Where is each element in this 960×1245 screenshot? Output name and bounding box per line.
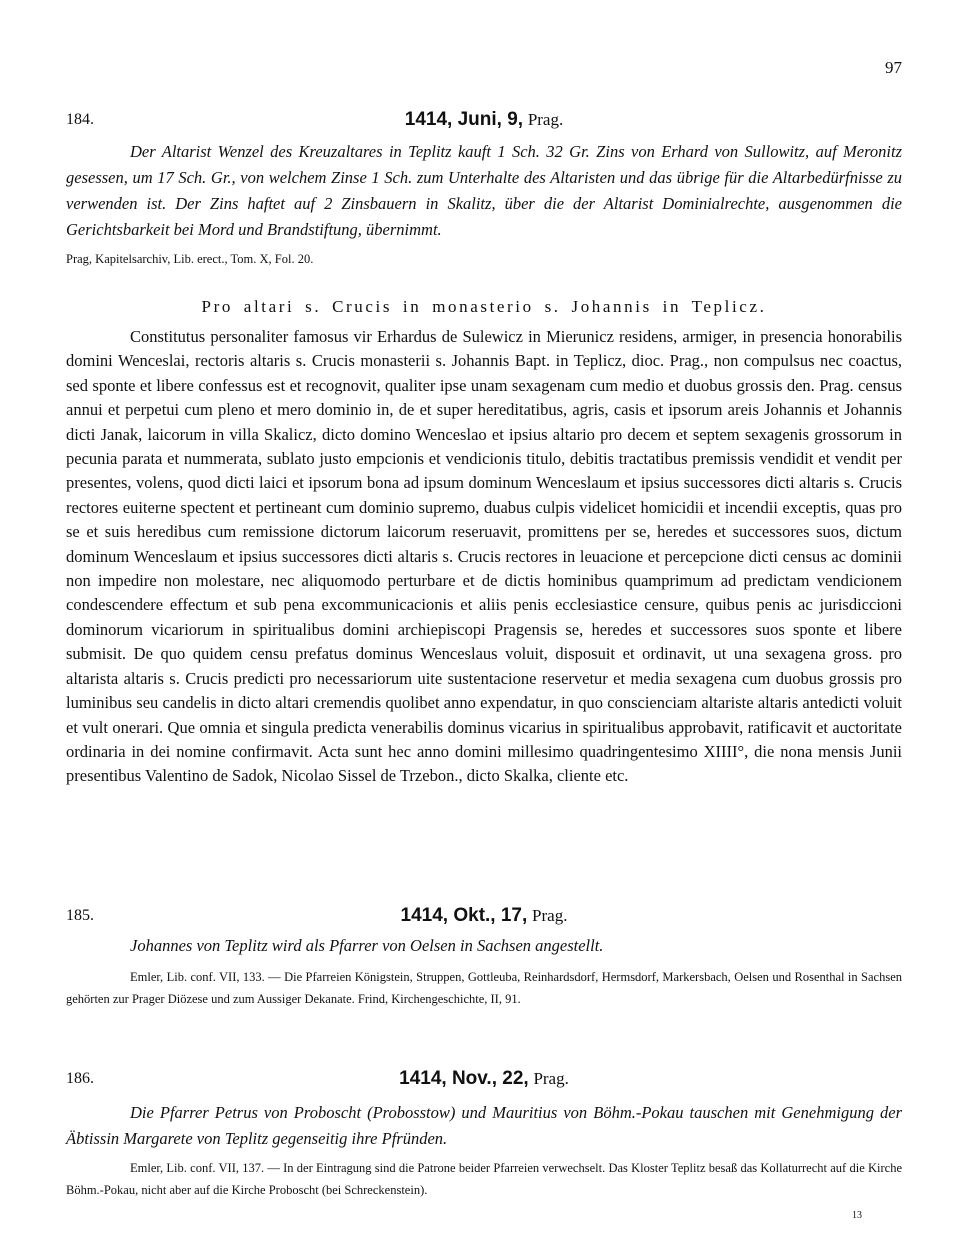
entry-date (66, 905, 902, 927)
sheet-signature: 13 (852, 1210, 862, 1221)
entry-header-185 (66, 907, 902, 931)
entry-date (66, 1068, 902, 1090)
entry-date (66, 109, 902, 131)
entry-place: Prag. (533, 1069, 569, 1088)
entry-number: 184. (66, 111, 94, 128)
entry-summary-184: Der Altarist Wenzel des Kreuzaltares in Teplitz kauft 1 Sch. 32 Gr. Zins von Erhard von Sullowitz, auf Meronitz gesessen, um 17 Sch. Gr., von welchem Zinse 1 Sch. zum Unterhalte des Altaristen und das übrige für die Altarbedürfnisse zu verwenden ist. Der Zins haftet auf 2 Zinsbauern in Skalitz, über die der Altarist Dominialrechte, ausgenommen die Gerichtsbarkeit bei Mord und Brandstiftung, übernimmt. (66, 142, 902, 239)
entry-number: 185. (66, 907, 94, 924)
entry-place: Prag. (527, 110, 564, 129)
entry-place: Prag. (532, 906, 568, 925)
entry-header-184 (66, 111, 902, 135)
entry-summary-186: Die Pfarrer Petrus von Proboscht (Probosstow) und Mauritius von Böhm.-Pokau tauschen mit Genehmigung der Äbtissin Margarete von Teplitz gegenseitig ihre Pfründen. (66, 1103, 902, 1148)
charter-text: Constitutus personaliter famosus vir Erhardus de Sulewicz in Mierunicz residens, armiger, in presencia honorabilis domini Wenceslai, rectoris altaris s. Crucis monasterii s. Johannis Bapt. in Teplicz, dioc. Prag., non compulsus nec coactus, sed sponte et libere confessus est et recognovit, qualiter ipse unam sexagenam cum medio et duobus grossis den. Prag. census annui et perpetui cum pleno et mero dominio in, de et super hereditatibus, agris, casis et ipsorum areis Johannis et Johannis dicti Janak, laicorum in villa Skalicz, dicto domino Wenceslao et ipsius altario pro decem et septem sexagenis grossorum in pecunia parata et nummerata, sublato justo empcionis et vendicionis titulo, debitis tractatibus premissis vendidit et vendit per presentes, volens, quod dicti laici et ipsorum bona ad ipsum dominum Wenceslaum et ipsius successores dicti altaris s. Crucis rectores euiterne spectent et pertineant cum dominio supremo, duabus culpis videlicet homicidii et incendii exceptis, quas pro se et suis heredibus cum remissione dictorum laicorum reseruavit, promittens per se, heredes et successores suos, dictum dominum Wenceslaum et ipsius successores dicti altaris s. Crucis rectores in leuacione et percepcione dicti census ac dominii non impedire non molestare, nec aliquomodo perturbare et de dictis hominibus quamprimum ad predictam vendicionem condescendere effectum et sub pena excommunicacionis et aliis penis ecclesiastice censure, quibus penis ac jurisdiccioni dominorum vicariorum in spiritualibus domini archiepiscopi Pragensis se, heredes et successores suos sponte et libere submisit. De quo quidem censu prefatus dominus Wenceslaus voluit, disposuit et ordinavit, ut una sexagena gross. pro altarista altaris s. Crucis predicti pro necessariorum uite sustentacione reservetur et media sexagena cum duobus grossis pro luminibus seu candelis in dicto altari cremendis quolibet anno expendatur, in quo conscienciam altariste altaris antedicti voluit et vult onerari. Que omnia et singula predicta venerabilis dominus vicarius in spiritualibus approbavit, ratificavit et auctoritate ordinaria in dei nomine confirmavit. Acta sunt hec anno domini millesimo quadringentesimo XIIII°, die nona mensis Junii presentibus Valentino de Sadok, Nicolao Sissel de Trzebon., dicto Skalka, cliente etc. (66, 327, 902, 786)
page-number: 97 (885, 58, 902, 77)
entry-source-185: Emler, Lib. conf. VII, 133. — Die Pfarreien Königstein, Struppen, Gottleuba, Reinhardsdorf, Hermsdorf, Markersbach, Oelsen und Rosenthal in Sachsen gehörten zur Prager Diözese und zum Aussiger Dekanate. Frind, Kirchengeschichte, II, 91. (66, 970, 902, 1006)
entry-summary-185: Johannes von Teplitz wird als Pfarrer von Oelsen in Sachsen angestellt. (130, 936, 604, 955)
charter-title: Pro altari s. Crucis in monasterio s. Johannis in Teplicz. (201, 297, 767, 316)
entry-date-text: 1414, Okt., 17, (400, 905, 528, 926)
entry-source-186: Emler, Lib. conf. VII, 137. — In der Eintragung sind die Patrone beider Pfarreien verwechselt. Das Kloster Teplitz besaß das Kollaturrecht auf die Kirche Böhm.-Pokau, nicht aber auf die Kirche Proboscht (bei Schreckenstein). (66, 1161, 902, 1197)
entry-header-186 (66, 1070, 902, 1094)
entry-source-184: Prag, Kapitelsarchiv, Lib. erect., Tom. X, Fol. 20. (66, 252, 314, 266)
entry-date-text: 1414, Juni, 9, (404, 109, 524, 130)
entry-number: 186. (66, 1070, 94, 1087)
entry-date-text: 1414, Nov., 22, (399, 1068, 529, 1089)
